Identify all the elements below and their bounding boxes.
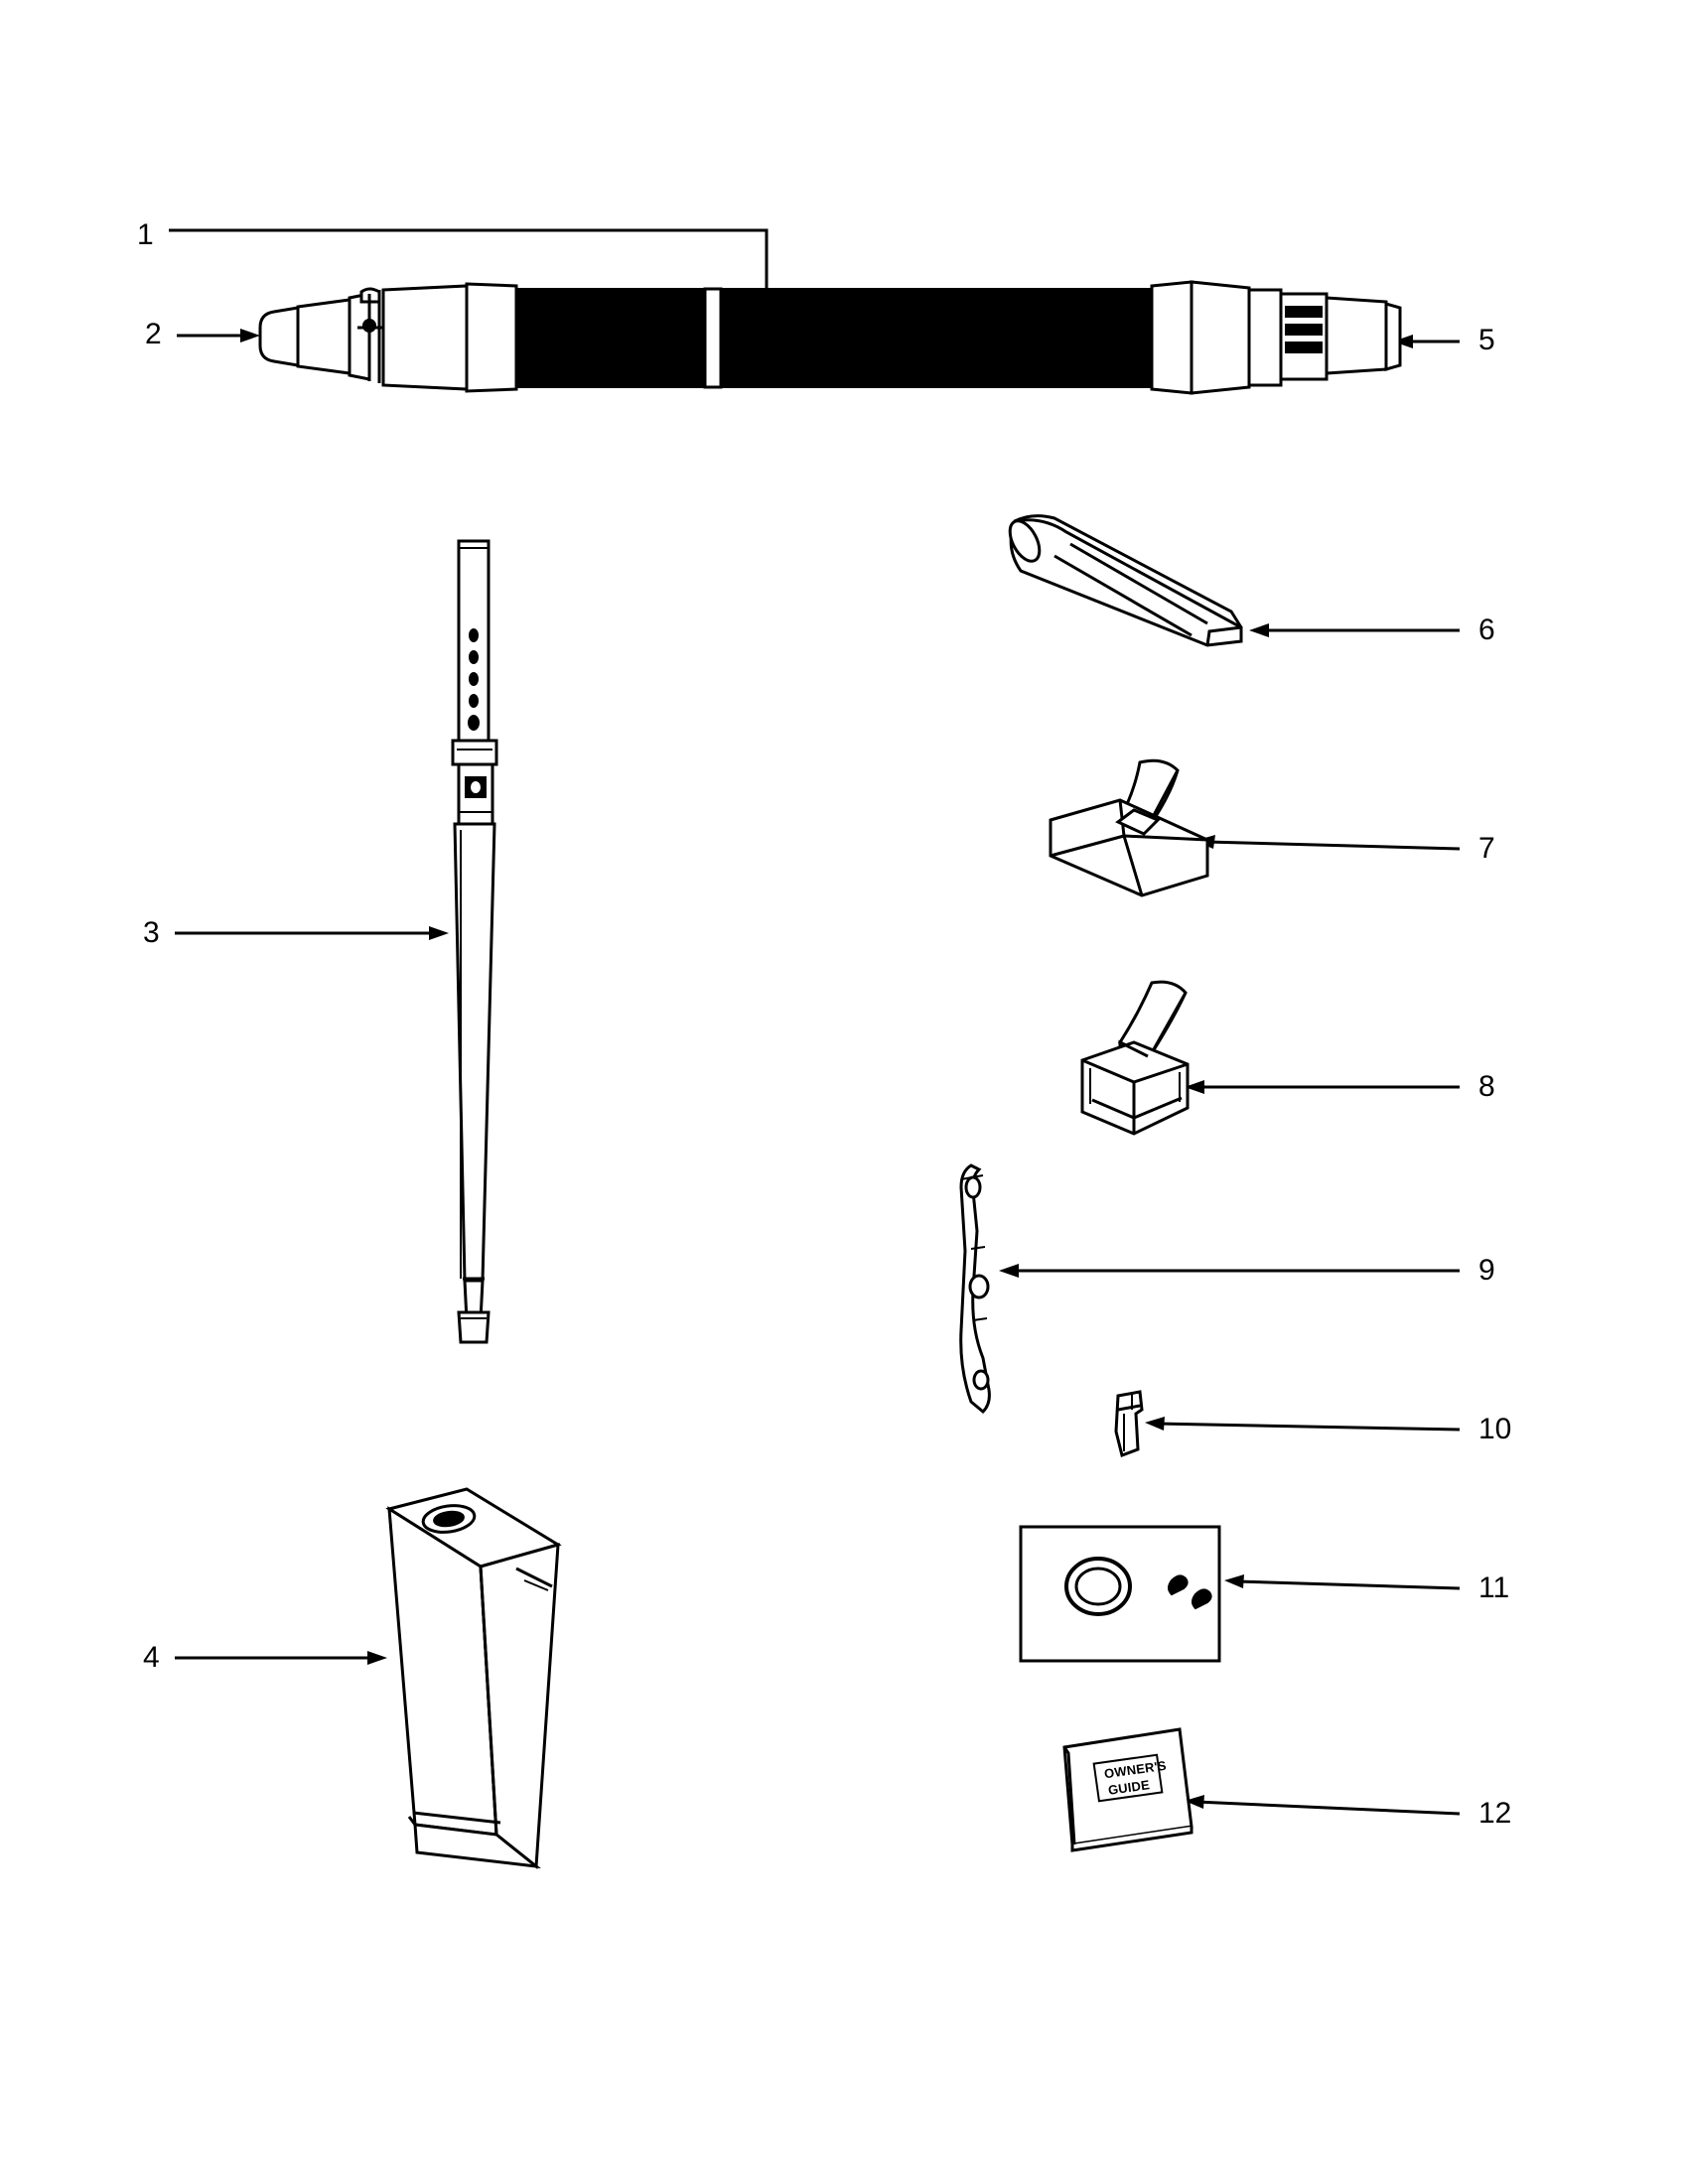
owners-guide-title-line2: GUIDE bbox=[1107, 1777, 1151, 1798]
callout-number-4: 4 bbox=[143, 1641, 160, 1674]
part-dusting-brush bbox=[1051, 760, 1207, 895]
arrow-9 bbox=[999, 1264, 1019, 1278]
part-telescoping-wand bbox=[453, 541, 496, 1342]
arrow-11 bbox=[1224, 1574, 1244, 1588]
part-crevice-tool bbox=[1004, 516, 1241, 645]
callout-number-7: 7 bbox=[1478, 832, 1495, 865]
arrow-6 bbox=[1249, 623, 1269, 637]
part-latch-lever bbox=[961, 1165, 990, 1412]
leader-7 bbox=[1206, 842, 1460, 849]
part-upholstery-tool bbox=[1082, 982, 1188, 1134]
callout-number-10: 10 bbox=[1478, 1413, 1512, 1445]
leader-11 bbox=[1236, 1581, 1460, 1588]
part-hose-assembly bbox=[260, 282, 1400, 393]
callout-number-12: 12 bbox=[1478, 1797, 1512, 1830]
arrow-3 bbox=[429, 926, 449, 940]
callout-number-8: 8 bbox=[1478, 1070, 1495, 1103]
part-floor-nozzle bbox=[389, 1489, 558, 1866]
callout-number-2: 2 bbox=[145, 318, 162, 350]
arrow-10 bbox=[1145, 1417, 1165, 1431]
arrow-4 bbox=[367, 1651, 387, 1665]
callout-number-5: 5 bbox=[1478, 324, 1495, 356]
callout-number-9: 9 bbox=[1478, 1254, 1495, 1287]
callout-number-1: 1 bbox=[137, 218, 154, 251]
part-clip bbox=[1116, 1392, 1142, 1455]
leader-12 bbox=[1196, 1802, 1460, 1814]
callout-number-11: 11 bbox=[1478, 1571, 1510, 1604]
part-belt-kit bbox=[1021, 1527, 1219, 1661]
callout-number-3: 3 bbox=[143, 916, 160, 949]
arrow-2 bbox=[240, 329, 260, 342]
leader-10 bbox=[1157, 1424, 1460, 1430]
owners-guide-title-line1: OWNER'S bbox=[1103, 1757, 1168, 1782]
leader-lines bbox=[169, 230, 1460, 1814]
callout-number-6: 6 bbox=[1478, 614, 1495, 646]
